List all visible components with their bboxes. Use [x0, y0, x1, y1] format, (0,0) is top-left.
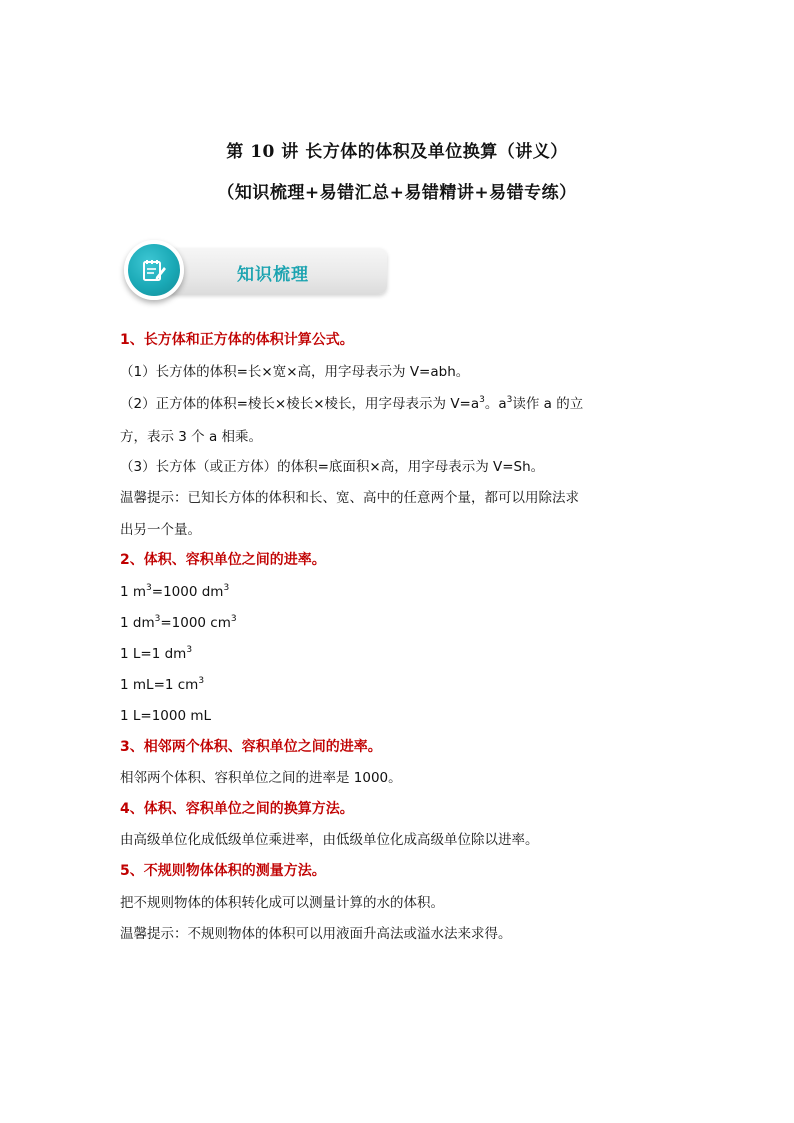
unit-rhs: =1 cm — [153, 677, 199, 693]
section4-heading: 4、体积、容积单位之间的换算方法。 — [120, 801, 354, 817]
section1-item1: （1）长方体的体积=长×宽×高，用字母表示为 V=abh。 — [120, 364, 470, 380]
item2-text-c: 读作 a 的立 — [512, 396, 584, 412]
unit-row — [120, 644, 192, 664]
item2-text-a: （2）正方体的体积=棱长×棱长×棱长，用字母表示为 V=a — [120, 396, 480, 412]
item2-sup-a: 3 — [479, 395, 485, 405]
item2-sup-b: 3 — [506, 395, 513, 405]
unit-rhs: =1000 mL — [140, 708, 212, 724]
section1-tip-line2: 出另一个量。 — [120, 522, 201, 538]
unit-lhs-sup: 3 — [146, 583, 152, 593]
unit-row — [120, 582, 229, 602]
section5-tip: 温馨提示：不规则物体的体积可以用液面升高法或溢水法来求得。 — [120, 926, 512, 942]
unit-row — [120, 675, 204, 695]
section1-item2 — [120, 394, 583, 414]
unit-rhs: =1000 dm — [151, 584, 224, 600]
unit-rhs-sup: 3 — [223, 583, 230, 593]
section2-heading: 2、体积、容积单位之间的进率。 — [120, 552, 326, 568]
unit-lhs-sup: 3 — [154, 614, 161, 624]
banner-label: 知识梳理 — [237, 265, 309, 285]
item2-text-b: 。a — [484, 396, 507, 412]
unit-lhs: 1 mL — [120, 677, 154, 693]
unit-row — [120, 706, 211, 726]
section3-heading: 3、相邻两个体积、容积单位之间的进率。 — [120, 739, 382, 755]
section1-tip-line1: 温馨提示：已知长方体的体积和长、宽、高中的任意两个量，都可以用除法求 — [120, 490, 579, 506]
unit-lhs: 1 m — [120, 584, 147, 600]
unit-lhs: 1 L — [120, 646, 141, 662]
section3-text: 相邻两个体积、容积单位之间的进率是 1000。 — [120, 770, 402, 786]
unit-lhs: 1 L — [120, 708, 141, 724]
unit-rhs-sup: 3 — [230, 614, 237, 624]
section1-item2-continued: 方，表示 3 个 a 相乘。 — [120, 429, 263, 445]
document-title: 第 10 讲 长方体的体积及单位换算（讲义） — [226, 142, 568, 162]
section4-text: 由高级单位化成低级单位乘进率，由低级单位化成高级单位除以进率。 — [120, 832, 539, 848]
section5-text: 把不规则物体的体积转化成可以测量计算的水的体积。 — [120, 895, 444, 911]
banner-badge — [124, 240, 184, 300]
unit-row — [120, 613, 237, 633]
section-banner — [121, 240, 391, 308]
unit-rhs-sup: 3 — [198, 676, 205, 686]
unit-rhs: =1 dm — [140, 646, 187, 662]
unit-rhs-sup: 3 — [186, 645, 193, 655]
unit-rhs: =1000 cm — [160, 615, 231, 631]
section5-heading: 5、不规则物体体积的测量方法。 — [120, 863, 326, 879]
document-subtitle: （知识梳理+易错汇总+易错精讲+易错专练） — [217, 183, 577, 203]
section1-heading: 1、长方体和正方体的体积计算公式。 — [120, 332, 354, 348]
section1-item3: （3）长方体（或正方体）的体积=底面积×高，用字母表示为 V=Sh。 — [120, 459, 545, 475]
unit-lhs: 1 dm — [120, 615, 155, 631]
